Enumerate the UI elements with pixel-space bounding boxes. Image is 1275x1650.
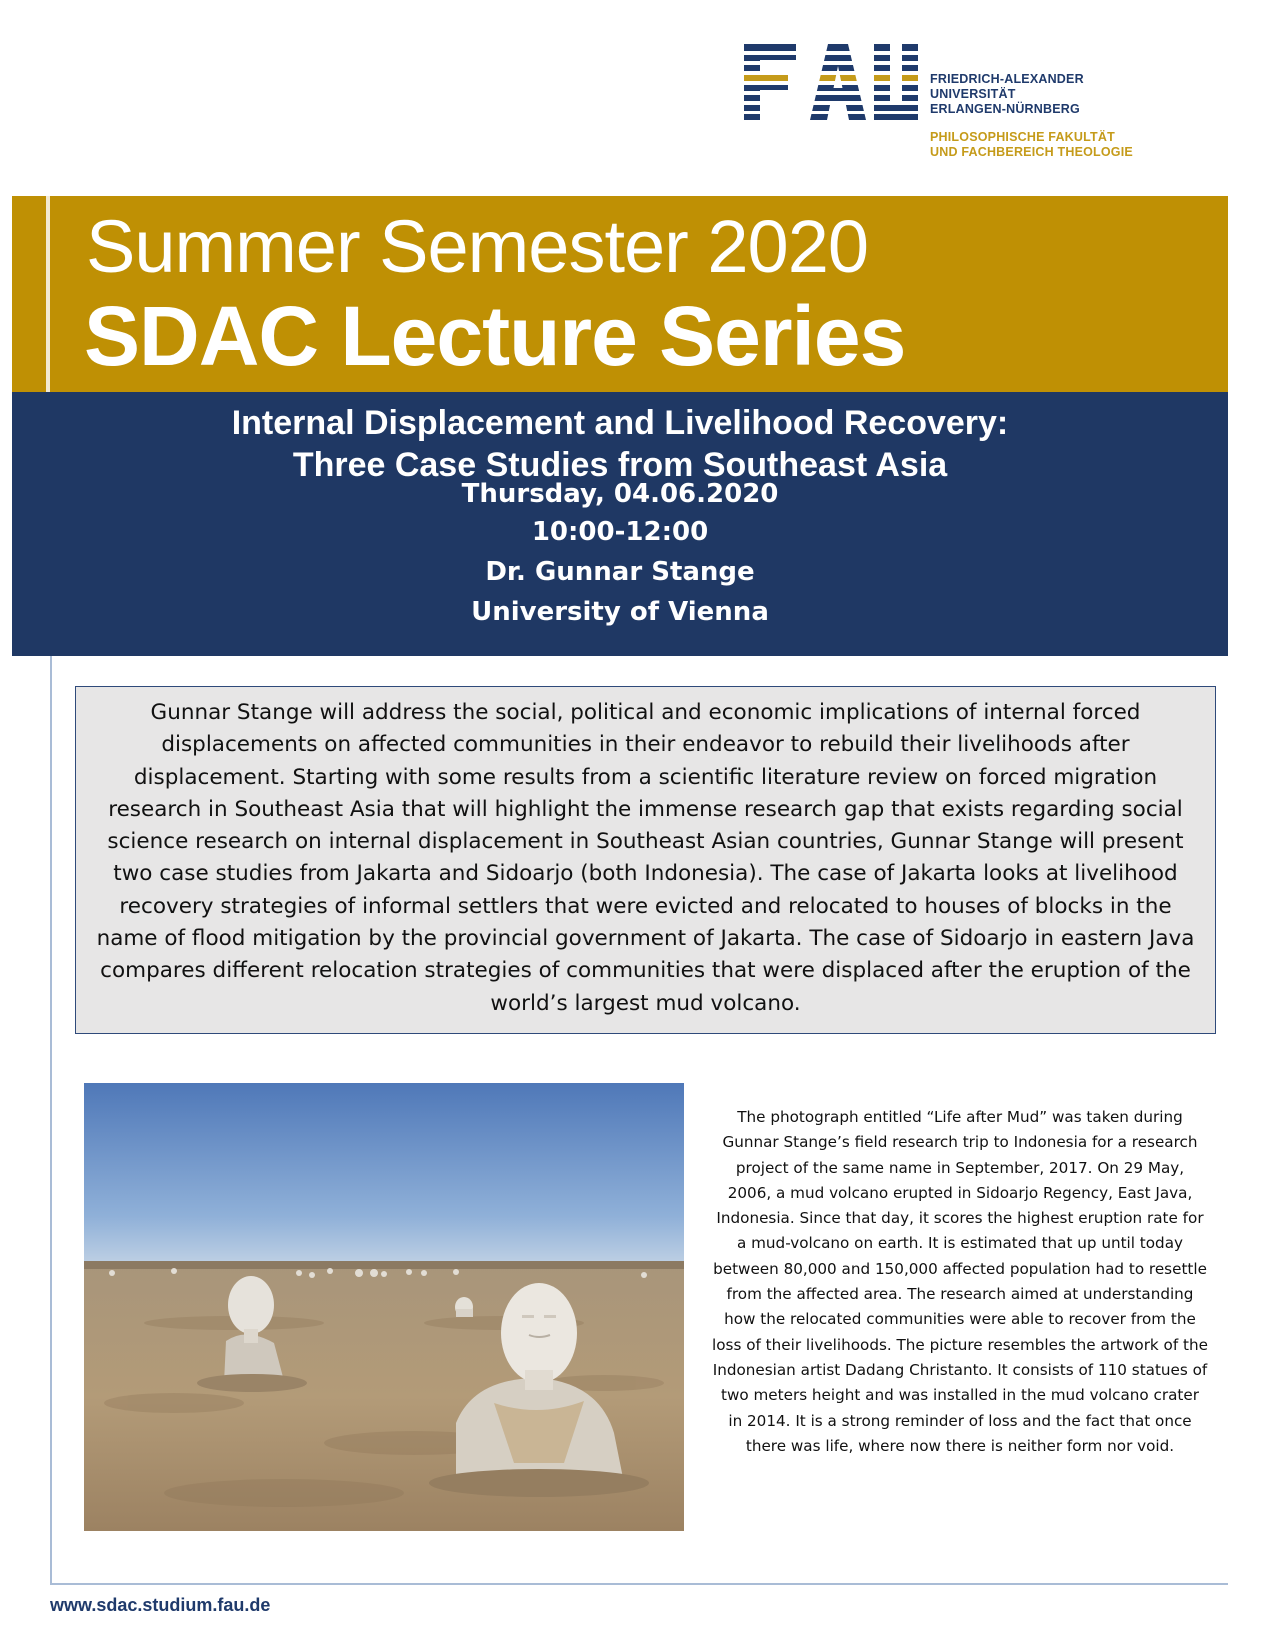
series-title: SDAC Lecture Series — [84, 289, 906, 383]
abstract-box — [75, 686, 1216, 1034]
statues-in-mud-photo — [84, 1083, 684, 1531]
faculty-name: PHILOSOPHISCHE FAKULTÄT UND FACHBEREICH THEOLOGIE — [930, 130, 1133, 159]
talk-title-line2: Three Case Studies from Southeast Asia — [292, 446, 948, 484]
bottom-rule — [50, 1583, 1228, 1585]
talk-banner — [12, 392, 1228, 656]
speaker-name: Dr. Gunnar Stange — [485, 557, 755, 587]
speaker-affiliation: University of Vienna — [471, 597, 769, 627]
photo-caption: The photograph entitled “Life after Mud” was taken during Gunnar Stange’s field research trip to Indonesia for a research project of the same name in September, 2017. On 29 May, 2006, a mud volcano erupted in Sidoarjo Regency, East Java, Indonesia. Since that day, it scores the highest eruption rate for a mud-volcano on earth. It is estimated that up until today between 80,000 and 150,000 affected population had to resettle from the affected area. The research aimed at understanding how the relocated communities were able to recover from the loss of their livelihoods. The picture resembles the artwork of the Indonesian artist Dadang Christanto. It consists of 110 statues of two meters height and was installed in the mud volcano crater in 2014. It is a strong reminder of loss and the fact that once there was life, where now there is neither form nor void. — [712, 1108, 1208, 1455]
talk-time: 10:00-12:00 — [531, 517, 709, 547]
university-name: FRIEDRICH-ALEXANDER UNIVERSITÄT ERLANGEN-NÜRNBERG — [930, 72, 1084, 116]
abstract-text: Gunnar Stange will address the social, political and economic implications of internal forced displacements on affected communities in their endeavor to rebuild their livelihoods after displacement. Starting with some results from a scientific literature review on forced migration research in Southeast Asia that will highlight the immense research gap that exists regarding social science research on internal displacement in Southeast Asian countries, Gunnar Stange will present two case studies from Jakarta and Sidoarjo (both Indonesia). The case of Jakarta looks at livelihood recovery strategies of informal settlers that were evicted and relocated to houses of blocks in the name of flood mitigation by the provincial government of Jakarta. The case of Sidoarjo in eastern Java compares different relocation strategies of communities that were displaced after the eruption of the world’s largest mud volcano. — [96, 700, 1195, 1016]
photo-illustration — [84, 1083, 684, 1531]
series-banner — [12, 196, 1228, 392]
semester-title: Summer Semester 2020 — [86, 205, 869, 288]
website-url[interactable]: www.sdac.studium.fau.de — [50, 1595, 271, 1615]
talk-date: Thursday, 04.06.2020 — [461, 479, 779, 509]
left-rule — [50, 650, 52, 1585]
fau-logo — [744, 44, 1214, 164]
talk-title-line1: Internal Displacement and Livelihood Recovery: — [231, 404, 1009, 442]
banner-divider — [46, 196, 50, 392]
fau-logo-mark — [744, 44, 918, 120]
